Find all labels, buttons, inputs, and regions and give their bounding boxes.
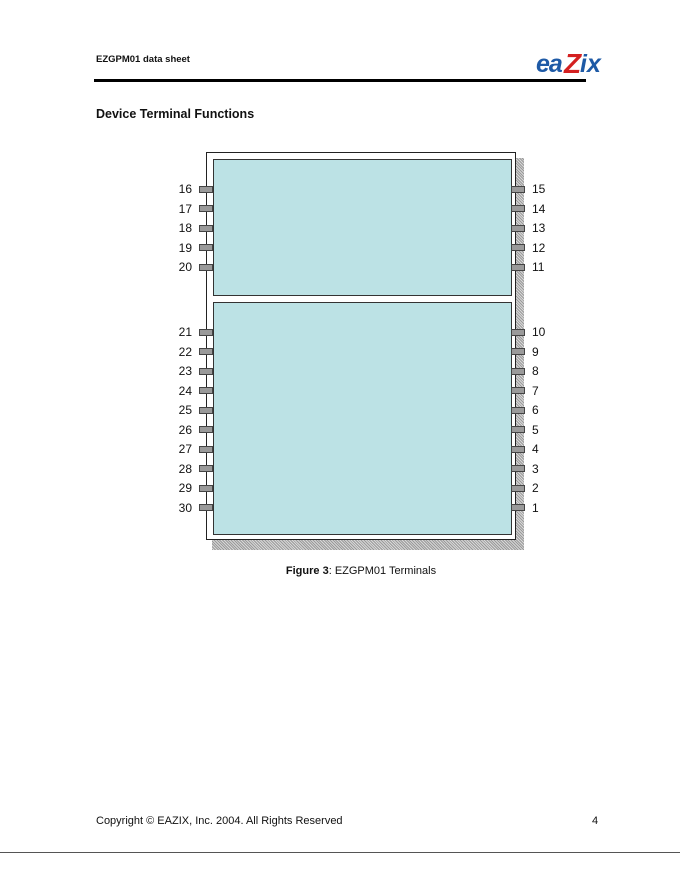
pin-label-8: 8 xyxy=(532,364,539,378)
pin-pad-18 xyxy=(199,225,213,232)
pin-label-4: 4 xyxy=(532,442,539,456)
eazix-logo xyxy=(536,50,604,80)
pin-pad-26 xyxy=(199,426,213,433)
pin-pad-9 xyxy=(511,348,525,355)
pin-pad-25 xyxy=(199,407,213,414)
page-number: 4 xyxy=(592,815,599,827)
pin-label-28: 28 xyxy=(178,461,192,476)
logo-text-ea: ea xyxy=(536,50,562,78)
footer-rule xyxy=(0,852,680,853)
pin-pad-12 xyxy=(511,244,525,251)
pin-label-14: 14 xyxy=(532,201,546,216)
pin-pad-4 xyxy=(511,446,525,453)
upper-module-block xyxy=(213,159,512,296)
pin-pad-16 xyxy=(199,186,213,193)
logo-text-z: Z xyxy=(564,48,582,79)
pin-label-24: 24 xyxy=(178,383,192,398)
pin-label-19: 19 xyxy=(178,240,192,255)
pin-pad-8 xyxy=(511,368,525,375)
figure-caption-text: : EZGPM01 Terminals xyxy=(328,565,437,577)
pin-pad-2 xyxy=(511,485,525,492)
pin-pad-21 xyxy=(199,329,213,336)
pin-label-25: 25 xyxy=(178,403,192,417)
pin-pad-22 xyxy=(199,348,213,355)
pin-label-5: 5 xyxy=(532,422,539,437)
pin-label-12: 12 xyxy=(532,240,546,255)
pin-label-18: 18 xyxy=(178,221,192,235)
header-title: EZGPM01 data sheet xyxy=(96,54,190,65)
pin-label-21: 21 xyxy=(178,325,192,339)
pin-pad-23 xyxy=(199,368,213,375)
pin-label-2: 2 xyxy=(532,481,539,495)
pin-pad-11 xyxy=(511,264,525,271)
pin-pad-15 xyxy=(511,186,525,193)
pin-pad-28 xyxy=(199,465,213,472)
pin-label-11: 11 xyxy=(532,260,545,274)
pin-label-7: 7 xyxy=(532,383,539,398)
pin-label-20: 20 xyxy=(178,260,192,274)
figure-caption xyxy=(0,565,680,577)
pin-pad-27 xyxy=(199,446,213,453)
pin-pad-10 xyxy=(511,329,525,336)
pin-pad-19 xyxy=(199,244,213,251)
pin-pad-30 xyxy=(199,504,213,511)
pin-pad-6 xyxy=(511,407,525,414)
pin-pad-1 xyxy=(511,504,525,511)
pin-pad-29 xyxy=(199,485,213,492)
pin-label-6: 6 xyxy=(532,403,539,417)
section-title: Device Terminal Functions xyxy=(96,107,255,121)
pin-label-27: 27 xyxy=(178,442,192,456)
pin-label-1: 1 xyxy=(532,500,539,515)
lower-module-block xyxy=(213,302,512,535)
pin-pad-7 xyxy=(511,387,525,394)
figure-label: Figure 3 xyxy=(285,565,329,577)
pin-label-16: 16 xyxy=(178,182,192,196)
pin-label-23: 23 xyxy=(178,364,192,378)
pin-label-13: 13 xyxy=(532,221,546,235)
pin-label-10: 10 xyxy=(532,325,546,339)
pin-pad-3 xyxy=(511,465,525,472)
pin-label-22: 22 xyxy=(178,344,192,359)
pin-pad-17 xyxy=(199,205,213,212)
pin-pad-13 xyxy=(511,225,525,232)
footer-copyright: Copyright © EAZIX, Inc. 2004. All Rights Reserved xyxy=(96,815,343,827)
logo-text-ix: ix xyxy=(580,50,601,78)
pin-label-15: 15 xyxy=(532,182,546,196)
header-rule xyxy=(94,79,586,82)
pin-pad-14 xyxy=(511,205,525,212)
pin-label-26: 26 xyxy=(178,422,192,437)
pin-pad-24 xyxy=(199,387,213,394)
pin-label-3: 3 xyxy=(532,461,539,476)
pin-label-9: 9 xyxy=(532,344,539,359)
pin-pad-20 xyxy=(199,264,213,271)
pin-label-30: 30 xyxy=(178,500,192,515)
pin-pad-5 xyxy=(511,426,525,433)
pin-label-29: 29 xyxy=(178,481,192,495)
pin-label-17: 17 xyxy=(178,201,192,216)
